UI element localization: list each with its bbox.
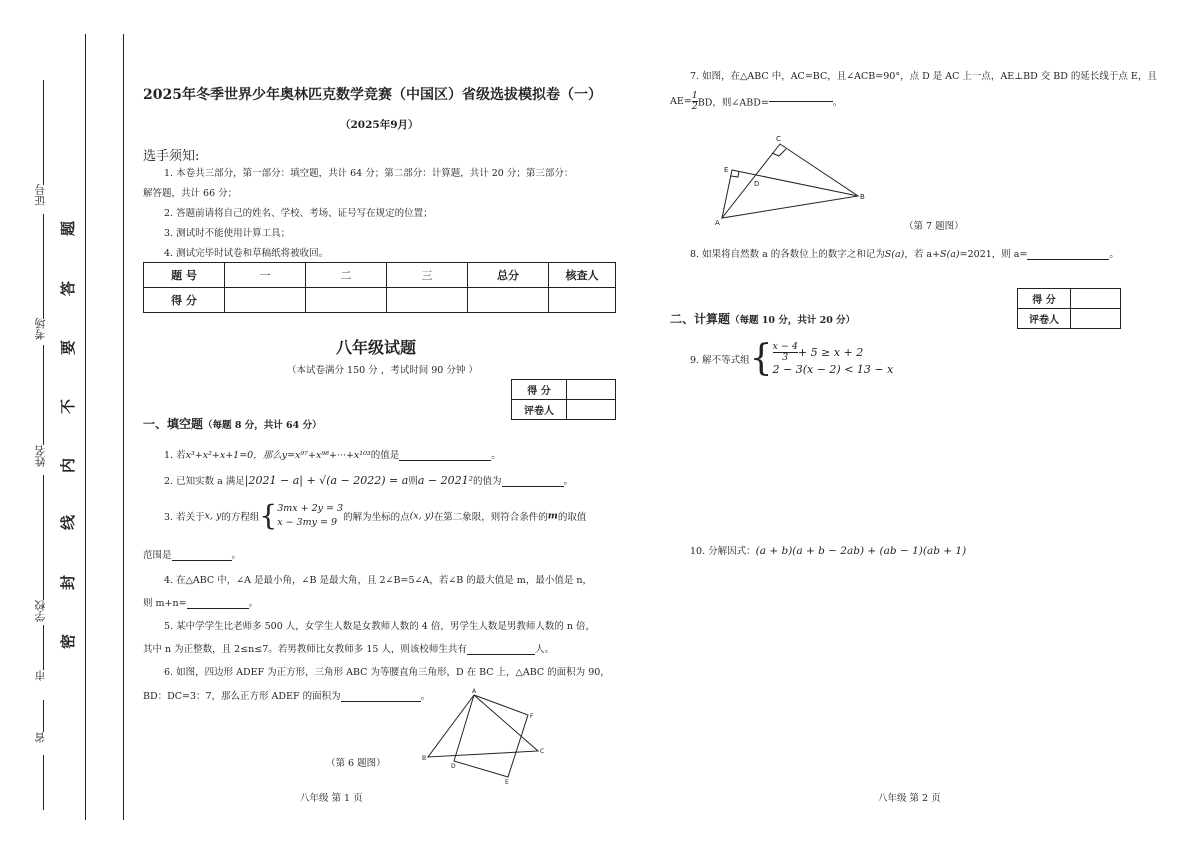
fig7-triangle-abc xyxy=(722,144,858,218)
q8-s-a: S(a) xyxy=(884,249,905,260)
q3-eq1: 3mx + 2y = 3 xyxy=(277,503,344,514)
score-box-2-cell[interactable] xyxy=(1071,309,1121,329)
q2-text-e: 的值为 xyxy=(473,476,502,487)
question-7-cont xyxy=(670,91,842,112)
q10-text-a: 10. 分解因式： xyxy=(690,546,756,557)
q9-system xyxy=(773,342,894,376)
q5-text-b: 其中 n 为正整数，且 2≤n≤7。若男教师比女教师多 15 人，则该校师生共有 xyxy=(143,644,467,655)
q7-answer-blank[interactable] xyxy=(769,101,833,102)
q3-point: (x, y) xyxy=(409,510,434,522)
section-1-title: 一、填空题 xyxy=(143,417,204,431)
q7-fraction-den: 2 xyxy=(691,101,698,112)
seal-char-yao: 要 xyxy=(59,339,78,356)
score-box-1 xyxy=(511,379,616,420)
binding-line-inner xyxy=(123,34,124,820)
q8-end: 。 xyxy=(1109,249,1119,260)
notice-line-1: 1. 本卷共三部分，第一部分：填空题，共计 64 分；第二部分：计算题，共计 20 分；第三部分： xyxy=(164,168,574,179)
score-box-defen: 得 分 xyxy=(512,380,567,400)
score-cell[interactable] xyxy=(225,288,306,313)
q2-equation: |2021 − a| + √(a − 2022) = a xyxy=(244,474,409,487)
section-2-note: （每题 10 分，共计 20 分） xyxy=(730,315,856,326)
q8-s-a-2: S(a) xyxy=(940,249,960,260)
label-sheng: 省 xyxy=(34,732,47,743)
fig7-right-angle-c xyxy=(772,149,786,156)
q5-end: 人。 xyxy=(534,644,554,655)
q3-text-h: 范围是 xyxy=(143,550,172,561)
score-box-2-defen: 得 分 xyxy=(1018,289,1071,309)
q6-text-b: BD：DC=3：7，那么正方形 ADEF 的面积为 xyxy=(143,691,341,702)
seal-char-da: 答 xyxy=(59,280,78,297)
question-4: 4. 在△ABC 中，∠A 是最小角，∠B 是最大角，且 2∠B=5∠A，若∠B 的最大值是 m，最小值是 n， xyxy=(164,575,592,586)
seal-char-xian: 线 xyxy=(59,514,78,531)
question-9 xyxy=(690,338,894,379)
q9-ineq2: 2 − 3(x − 2) < 13 − x xyxy=(772,363,894,376)
score-header-tihao: 题 号 xyxy=(144,263,225,288)
score-header-3: 三 xyxy=(387,263,468,288)
figure-6 xyxy=(410,685,560,785)
q3-m: m xyxy=(547,510,558,522)
score-box-pingjuan: 评卷人 xyxy=(512,400,567,420)
q3-text-c: 的方程组 xyxy=(221,512,260,523)
q1-text-d: 的值是 xyxy=(370,450,400,461)
fill-line-xuexiao[interactable] xyxy=(43,475,44,600)
notice-line-1b: 解答题，共计 66 分； xyxy=(143,188,238,199)
q3-text-f: 在第二象限，则符合条件的 xyxy=(433,512,548,523)
fill-line-sheng[interactable] xyxy=(43,700,44,732)
seal-char-nei: 内 xyxy=(59,457,78,474)
score-cell[interactable] xyxy=(549,288,616,313)
q9-text-a: 9. 解不等式组 xyxy=(690,355,750,366)
q3-answer-blank[interactable] xyxy=(172,560,232,561)
fill-line-bottom xyxy=(43,755,44,810)
score-table xyxy=(143,262,616,313)
question-2 xyxy=(164,473,573,487)
fill-line-zhenghao[interactable] xyxy=(43,80,44,185)
fig7-label-b: B xyxy=(860,193,865,201)
question-1 xyxy=(164,447,501,461)
q6-answer-blank[interactable] xyxy=(341,701,421,702)
question-10 xyxy=(690,543,966,557)
figure-6-caption: （第 6 题图） xyxy=(326,758,386,769)
q7-text-b: AE= xyxy=(670,96,692,107)
exam-date: （2025年9月） xyxy=(340,119,419,131)
question-5: 5. 某中学学生比老师多 500 人，女学生人数是女教师人数的 4 倍，男学生人数是男教师人数的 n 倍， xyxy=(164,621,595,632)
label-zhenghao: 证号 xyxy=(34,184,47,206)
notice-title: 选手须知: xyxy=(143,149,200,164)
q9-fraction xyxy=(773,342,798,363)
question-3-cont xyxy=(143,547,241,561)
notice-line-3: 3. 测试时不能使用计算工具； xyxy=(164,228,291,239)
score-box-cell[interactable] xyxy=(567,380,616,400)
exam-title: 2025年冬季世界少年奥林匹克数学竞赛（中国区）省级选拔模拟卷（一） xyxy=(143,87,602,103)
q2-expression: a − 2021² xyxy=(417,474,473,487)
q7-end: 。 xyxy=(832,97,843,109)
q7-fraction-num: 1 xyxy=(691,90,698,101)
fig7-label-a: A xyxy=(715,219,720,227)
fig6-label-b: B xyxy=(422,755,427,762)
score-header-2: 二 xyxy=(306,263,387,288)
fig7-label-c: C xyxy=(776,135,781,143)
fig7-label-e: E xyxy=(724,166,729,174)
page-2-footer: 八年级 第 2 页 xyxy=(878,793,941,804)
fill-line-kaochang[interactable] xyxy=(43,214,44,319)
q8-text-a: 8. 如果将自然数 a 的各数位上的数字之和记为 xyxy=(690,249,885,260)
question-7: 7. 如图，在△ABC 中，AC=BC，且∠ACB=90°，点 D 是 AC 上一点，AE⊥BD 交 BD 的延长线于点 E，且 xyxy=(690,71,1157,82)
q9-ineq1-rest: + 5 ≥ x + 2 xyxy=(797,346,864,359)
section-2-title: 二、计算题 xyxy=(670,312,731,326)
question-3 xyxy=(164,499,587,532)
q3-system xyxy=(277,502,343,530)
q3-end: 。 xyxy=(231,550,242,561)
score-box-cell[interactable] xyxy=(567,400,616,420)
score-header-1: 一 xyxy=(225,263,306,288)
q2-text-a: 2. 已知实数 a 满足 xyxy=(164,476,245,487)
question-8 xyxy=(690,246,1119,260)
fig6-label-f: F xyxy=(530,713,534,720)
fig6-label-c: C xyxy=(540,748,545,755)
notice-line-2: 2. 答题前请将自己的姓名、学校、考场、证号写在规定的位置； xyxy=(164,208,433,219)
q1-text-a: 1. 若 xyxy=(164,450,186,461)
seal-char-mi: 密 xyxy=(59,633,78,650)
label-shi: 市 xyxy=(34,670,47,681)
q9-ineq1 xyxy=(773,342,894,363)
q3-brace: { xyxy=(259,499,278,532)
q10-expression: (a + b)(a + b − 2ab) + (ab − 1)(ab + 1) xyxy=(755,545,967,557)
q9-brace: { xyxy=(749,338,773,379)
q3-text-d: 的解为坐标的点 xyxy=(343,512,410,523)
seal-char-feng: 封 xyxy=(59,574,78,591)
question-4-cont xyxy=(143,595,258,609)
q9-fraction-den: 3 xyxy=(782,352,789,363)
figure-7-caption: （第 7 题图） xyxy=(904,221,964,232)
score-header-total: 总分 xyxy=(468,263,549,288)
q8-answer-blank[interactable] xyxy=(1027,259,1109,260)
score-box-2-pingjuan: 评卷人 xyxy=(1018,309,1071,329)
fig7-label-d: D xyxy=(754,180,760,188)
binding-line-outer xyxy=(85,34,86,820)
q2-answer-blank[interactable] xyxy=(502,486,564,487)
q3-text-a: 3. 若关于 xyxy=(164,512,205,523)
notice-line-4: 4. 测试完毕时试卷和草稿纸将被收回。 xyxy=(164,248,329,259)
score-cell[interactable] xyxy=(387,288,468,313)
q8-text-b: ，若 a+ xyxy=(904,249,941,260)
score-cell[interactable] xyxy=(306,288,387,313)
fig6-label-d: D xyxy=(451,763,456,770)
q3-variables: x, y xyxy=(204,510,222,522)
question-6: 6. 如图，四边形 ADEF 为正方形，三角形 ABC 为等腰直角三角形，D 在 BC 上，△ABC 的面积为 90， xyxy=(164,667,610,678)
fig6-label-e: E xyxy=(505,779,509,785)
label-kaochang: 考场 xyxy=(34,318,47,340)
seal-char-bu: 不 xyxy=(59,398,78,415)
question-6-cont xyxy=(143,688,430,702)
section-1-note: （每题 8 分，共计 64 分） xyxy=(203,420,322,431)
score-box-2 xyxy=(1017,288,1121,329)
q9-fraction-num: x − 4 xyxy=(772,341,798,352)
q2-text-c: 则 xyxy=(408,476,418,487)
q1-answer-blank[interactable] xyxy=(399,460,491,461)
q4-text-b: 则 m+n= xyxy=(143,598,187,609)
fig6-triangle-abc xyxy=(428,695,538,757)
figure-7 xyxy=(712,132,872,228)
q2-end: 。 xyxy=(563,476,574,487)
score-row-label: 得 分 xyxy=(144,288,225,313)
section-2-heading xyxy=(670,310,855,327)
fill-line-shi[interactable] xyxy=(43,625,44,670)
label-xuexiao: 学校 xyxy=(34,600,47,622)
grade-title: 八年级试题 xyxy=(336,338,417,357)
section-1-heading xyxy=(143,415,322,432)
fig7-right-angle-e xyxy=(731,171,739,177)
q1-expression: y=x⁹⁷+x⁹⁸+···+x¹⁰³ xyxy=(281,450,371,461)
fig7-lines-ae-eb xyxy=(722,170,858,218)
q5-answer-blank[interactable] xyxy=(467,654,535,655)
fill-line-xingming[interactable] xyxy=(43,345,44,445)
label-xingming: 姓名 xyxy=(34,445,47,467)
seal-char-ti: 题 xyxy=(59,220,78,237)
score-header-checker: 核查人 xyxy=(549,263,616,288)
q4-answer-blank[interactable] xyxy=(187,608,249,609)
q8-text-c: =2021，则 a= xyxy=(959,249,1028,260)
score-cell[interactable] xyxy=(468,288,549,313)
exam-info: （本试卷满分 150 分 ，考试时间 90 分钟 ） xyxy=(287,365,478,376)
q4-end: 。 xyxy=(248,598,259,609)
q1-end: 。 xyxy=(491,450,501,461)
q3-text-g: 的取值 xyxy=(557,512,587,523)
page-1-footer: 八年级 第 1 页 xyxy=(300,793,363,804)
q1-equation: x³+x²+x+1=0，那么 xyxy=(185,450,282,461)
question-5-cont xyxy=(143,641,554,655)
score-box-2-cell[interactable] xyxy=(1071,289,1121,309)
q6-end: 。 xyxy=(420,691,431,702)
q3-eq2: x − 3my = 9 xyxy=(277,517,338,528)
fig6-label-a: A xyxy=(472,688,477,695)
q7-text-c: BD，则∠ABD= xyxy=(697,97,769,109)
